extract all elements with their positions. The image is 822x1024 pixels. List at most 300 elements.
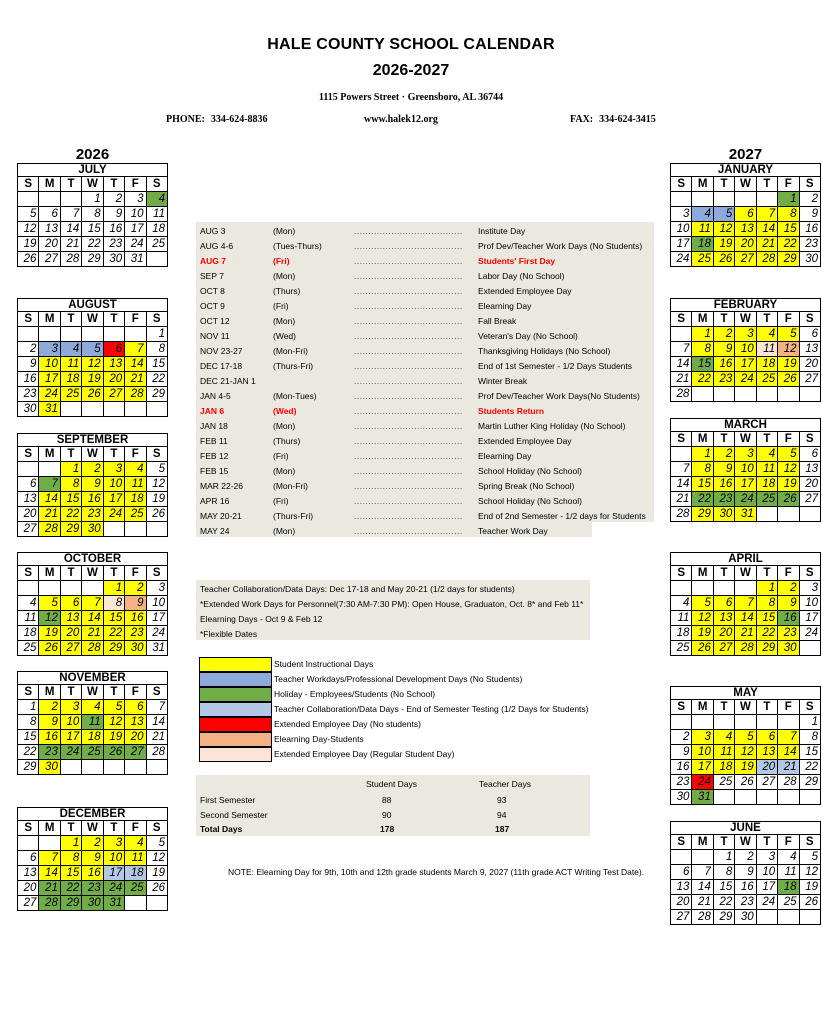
empty-cell bbox=[778, 790, 799, 805]
week-row bbox=[18, 760, 168, 775]
fax-block bbox=[570, 114, 656, 125]
week-row bbox=[18, 851, 168, 866]
week-row bbox=[671, 775, 821, 790]
event-description: Thanksgiving Holidays (No School) bbox=[478, 346, 611, 356]
event-description: School Holiday (No School) bbox=[478, 466, 582, 476]
event-leader: ...................................... bbox=[354, 406, 463, 416]
day-cell: 27 bbox=[713, 641, 734, 656]
weekday-header: T bbox=[713, 700, 734, 715]
day-cell: 4 bbox=[756, 327, 777, 342]
day-cell: 6 bbox=[125, 700, 146, 715]
empty-cell bbox=[39, 836, 60, 851]
month-grid bbox=[17, 820, 168, 911]
weekday-header: S bbox=[799, 177, 820, 192]
day-cell: 15 bbox=[60, 492, 81, 507]
day-cell: 29 bbox=[756, 641, 777, 656]
day-cell: 23 bbox=[735, 895, 756, 910]
empty-cell bbox=[713, 715, 734, 730]
weekday-header: S bbox=[799, 835, 820, 850]
day-cell: 23 bbox=[713, 372, 734, 387]
day-cell: 25 bbox=[756, 492, 777, 507]
day-cell: 28 bbox=[671, 387, 692, 402]
year-2026: 2026 bbox=[75, 146, 110, 163]
fax-number: 334-624-3415 bbox=[599, 114, 656, 125]
weekday-header: T bbox=[713, 177, 734, 192]
day-cell: 21 bbox=[756, 237, 777, 252]
day-cell: 29 bbox=[713, 910, 734, 925]
empty-cell bbox=[60, 327, 81, 342]
day-cell: 25 bbox=[60, 387, 81, 402]
event-leader: ...................................... bbox=[354, 301, 463, 311]
empty-cell bbox=[735, 192, 756, 207]
weekday-header: F bbox=[778, 835, 799, 850]
event-leader: ...................................... bbox=[354, 511, 463, 521]
empty-cell bbox=[146, 402, 167, 417]
calendar-october bbox=[17, 552, 168, 656]
day-cell: 1 bbox=[756, 581, 777, 596]
month-name: SEPTEMBER bbox=[17, 433, 168, 446]
day-cell: 18 bbox=[146, 222, 167, 237]
day-cell: 31 bbox=[735, 507, 756, 522]
day-cell: 17 bbox=[799, 611, 820, 626]
event-weekday: (Thurs-Fri) bbox=[273, 361, 314, 371]
weekday-header: F bbox=[125, 821, 146, 836]
day-cell: 29 bbox=[146, 387, 167, 402]
weekday-header: F bbox=[125, 177, 146, 192]
weekday-header: S bbox=[671, 432, 692, 447]
month-grid bbox=[17, 176, 168, 267]
week-row bbox=[18, 596, 168, 611]
event-weekday: (Mon) bbox=[273, 271, 296, 281]
event-leader: ...................................... bbox=[354, 346, 463, 356]
weekday-header: S bbox=[18, 685, 39, 700]
day-cell: 19 bbox=[735, 760, 756, 775]
day-cell: 31 bbox=[39, 402, 60, 417]
empty-cell bbox=[671, 850, 692, 865]
weekday-header: T bbox=[756, 566, 777, 581]
weekday-header: S bbox=[18, 447, 39, 462]
day-cell: 21 bbox=[692, 895, 713, 910]
day-cell: 23 bbox=[18, 387, 39, 402]
day-cell: 4 bbox=[125, 462, 146, 477]
event-weekday: (Mon-Tues) bbox=[273, 391, 317, 401]
day-cell: 15 bbox=[103, 611, 124, 626]
event-leader: ...................................... bbox=[354, 331, 463, 341]
event-description: Martin Luther King Holiday (No School) bbox=[478, 421, 626, 431]
total-student-days: 178 bbox=[380, 824, 395, 834]
empty-cell bbox=[39, 462, 60, 477]
empty-cell bbox=[18, 192, 39, 207]
day-cell: 25 bbox=[82, 745, 103, 760]
event-description: Teacher Work Day bbox=[478, 526, 548, 536]
day-cell: 16 bbox=[713, 357, 734, 372]
week-row bbox=[671, 730, 821, 745]
event-weekday: (Wed) bbox=[273, 331, 296, 341]
day-cell: 13 bbox=[39, 222, 60, 237]
day-cell: 20 bbox=[18, 507, 39, 522]
weekday-header: F bbox=[778, 312, 799, 327]
event-weekday: (Mon) bbox=[273, 526, 296, 536]
day-cell: 5 bbox=[778, 327, 799, 342]
day-cell: 24 bbox=[146, 626, 167, 641]
day-cell: 20 bbox=[125, 730, 146, 745]
week-row bbox=[671, 207, 821, 222]
week-row bbox=[18, 222, 168, 237]
week-row bbox=[671, 387, 821, 402]
weekday-header: S bbox=[146, 821, 167, 836]
event-date: JAN 6 bbox=[200, 406, 225, 416]
day-cell: 6 bbox=[713, 596, 734, 611]
event-weekday: (Fri) bbox=[273, 451, 289, 461]
day-cell: 16 bbox=[799, 222, 820, 237]
day-cell: 8 bbox=[103, 596, 124, 611]
day-cell: 8 bbox=[692, 342, 713, 357]
day-cell: 3 bbox=[735, 327, 756, 342]
day-cell: 5 bbox=[799, 850, 820, 865]
day-cell: 28 bbox=[692, 910, 713, 925]
day-cell: 24 bbox=[60, 745, 81, 760]
week-row bbox=[18, 581, 168, 596]
weekday-header: W bbox=[735, 566, 756, 581]
day-cell: 11 bbox=[125, 477, 146, 492]
day-cell: 3 bbox=[146, 581, 167, 596]
event-date: JAN 18 bbox=[200, 421, 228, 431]
weekday-header: T bbox=[713, 432, 734, 447]
weekday-header: F bbox=[778, 432, 799, 447]
empty-cell bbox=[82, 760, 103, 775]
calendar-november bbox=[17, 671, 168, 775]
fax-label: FAX: bbox=[570, 114, 594, 125]
day-cell: 12 bbox=[799, 865, 820, 880]
month-grid bbox=[17, 446, 168, 537]
calendar-may bbox=[670, 686, 821, 805]
weekday-header: T bbox=[756, 700, 777, 715]
day-cell: 15 bbox=[692, 357, 713, 372]
day-cell: 10 bbox=[60, 715, 81, 730]
day-cell: 22 bbox=[778, 237, 799, 252]
event-description: End of 2nd Semester - 1/2 days for Students bbox=[478, 511, 646, 521]
weekday-header: S bbox=[799, 566, 820, 581]
weekday-header: T bbox=[60, 821, 81, 836]
weekday-header: T bbox=[756, 177, 777, 192]
calendar-august bbox=[17, 298, 168, 417]
day-cell: 6 bbox=[671, 865, 692, 880]
event-date: DEC 21-JAN 1 bbox=[200, 376, 256, 386]
day-cell: 30 bbox=[799, 252, 820, 267]
day-cell: 10 bbox=[735, 462, 756, 477]
event-leader: ...................................... bbox=[354, 481, 463, 491]
week-row bbox=[671, 237, 821, 252]
event-description: End of 1st Semester - 1/2 Days Students bbox=[478, 361, 633, 371]
empty-cell bbox=[799, 387, 820, 402]
event-weekday: (Fri) bbox=[273, 496, 289, 506]
day-cell: 26 bbox=[146, 507, 167, 522]
month-name: JANUARY bbox=[670, 163, 821, 176]
day-cell: 5 bbox=[692, 596, 713, 611]
teacher-days-header: Teacher Days bbox=[479, 779, 531, 789]
day-cell: 10 bbox=[799, 596, 820, 611]
day-cell: 18 bbox=[125, 492, 146, 507]
event-date: SEP 7 bbox=[200, 271, 224, 281]
week-row bbox=[671, 507, 821, 522]
weekday-header: W bbox=[82, 566, 103, 581]
day-cell: 12 bbox=[778, 342, 799, 357]
empty-cell bbox=[82, 581, 103, 596]
day-cell: 23 bbox=[39, 745, 60, 760]
day-cell: 13 bbox=[799, 342, 820, 357]
year-2027: 2027 bbox=[728, 146, 763, 163]
event-description: Veteran's Day (No School) bbox=[478, 331, 578, 341]
empty-cell bbox=[125, 522, 146, 537]
empty-cell bbox=[778, 910, 799, 925]
empty-cell bbox=[125, 327, 146, 342]
weekday-header: T bbox=[103, 177, 124, 192]
student-days-header: Student Days bbox=[366, 779, 418, 789]
day-cell: 9 bbox=[103, 207, 124, 222]
day-cell: 5 bbox=[735, 730, 756, 745]
day-cell: 1 bbox=[146, 327, 167, 342]
day-cell: 21 bbox=[671, 492, 692, 507]
empty-cell bbox=[735, 715, 756, 730]
day-cell: 27 bbox=[799, 492, 820, 507]
week-row bbox=[18, 402, 168, 417]
week-row bbox=[18, 896, 168, 911]
week-row bbox=[671, 192, 821, 207]
day-cell: 17 bbox=[39, 372, 60, 387]
weekday-header: W bbox=[735, 432, 756, 447]
weekday-header: F bbox=[125, 566, 146, 581]
week-row bbox=[18, 866, 168, 881]
day-cell: 22 bbox=[146, 372, 167, 387]
empty-cell bbox=[103, 522, 124, 537]
week-row bbox=[18, 462, 168, 477]
phone-block bbox=[166, 114, 268, 125]
first-student-days: 88 bbox=[382, 795, 392, 805]
legend-label: Student Instructional Days bbox=[274, 659, 374, 669]
day-cell: 12 bbox=[82, 357, 103, 372]
empty-cell bbox=[671, 192, 692, 207]
day-cell: 1 bbox=[103, 581, 124, 596]
weekday-header: M bbox=[692, 177, 713, 192]
phone-number: 334-624-8836 bbox=[210, 114, 268, 125]
week-row bbox=[18, 881, 168, 896]
weekday-header: S bbox=[18, 566, 39, 581]
week-row bbox=[18, 192, 168, 207]
weekday-header: T bbox=[756, 835, 777, 850]
day-cell: 20 bbox=[735, 237, 756, 252]
day-cell: 16 bbox=[18, 372, 39, 387]
legend-swatch bbox=[199, 717, 272, 732]
day-cell: 25 bbox=[756, 372, 777, 387]
day-cell: 13 bbox=[18, 866, 39, 881]
day-cell: 20 bbox=[671, 895, 692, 910]
website-link[interactable]: www.halek12.org bbox=[364, 114, 438, 125]
day-cell: 2 bbox=[125, 581, 146, 596]
event-weekday: (Thurs) bbox=[273, 436, 301, 446]
day-cell: 20 bbox=[756, 760, 777, 775]
event-leader: ...................................... bbox=[354, 361, 463, 371]
day-cell: 7 bbox=[756, 207, 777, 222]
event-date: MAY 24 bbox=[200, 526, 230, 536]
empty-cell bbox=[18, 462, 39, 477]
month-grid bbox=[670, 431, 821, 522]
empty-cell bbox=[60, 760, 81, 775]
weekday-header: S bbox=[18, 177, 39, 192]
event-date: MAR 22-26 bbox=[200, 481, 243, 491]
day-cell: 25 bbox=[778, 895, 799, 910]
day-cell: 12 bbox=[735, 745, 756, 760]
empty-cell bbox=[103, 760, 124, 775]
day-cell: 15 bbox=[60, 866, 81, 881]
day-cell: 16 bbox=[82, 866, 103, 881]
day-cell: 7 bbox=[82, 596, 103, 611]
weekday-header: T bbox=[103, 447, 124, 462]
month-grid bbox=[17, 311, 168, 417]
weekday-header: T bbox=[103, 312, 124, 327]
day-cell: 29 bbox=[778, 252, 799, 267]
day-cell: 31 bbox=[125, 252, 146, 267]
month-name: DECEMBER bbox=[17, 807, 168, 820]
day-cell: 30 bbox=[125, 641, 146, 656]
day-cell: 1 bbox=[60, 462, 81, 477]
empty-cell bbox=[756, 192, 777, 207]
empty-cell bbox=[103, 402, 124, 417]
legend-label: Teacher Collaboration/Data Days - End of Semester Testing (1/2 Days for Students) bbox=[274, 704, 589, 714]
day-cell: 26 bbox=[778, 492, 799, 507]
day-cell: 3 bbox=[39, 342, 60, 357]
empty-cell bbox=[799, 641, 820, 656]
event-leader: ...................................... bbox=[354, 436, 463, 446]
day-cell: 25 bbox=[125, 507, 146, 522]
total-teacher-days: 187 bbox=[495, 824, 510, 834]
day-cell: 6 bbox=[756, 730, 777, 745]
day-cell: 24 bbox=[125, 237, 146, 252]
week-row bbox=[671, 626, 821, 641]
weekday-header: F bbox=[778, 700, 799, 715]
day-cell: 3 bbox=[103, 836, 124, 851]
day-cell: 30 bbox=[18, 402, 39, 417]
day-cell: 29 bbox=[692, 507, 713, 522]
day-cell: 3 bbox=[735, 447, 756, 462]
day-cell: 19 bbox=[18, 237, 39, 252]
calendar-december bbox=[17, 807, 168, 911]
weekday-header: W bbox=[735, 835, 756, 850]
day-cell: 28 bbox=[735, 641, 756, 656]
day-cell: 27 bbox=[60, 641, 81, 656]
weekday-header: S bbox=[799, 312, 820, 327]
week-row bbox=[18, 357, 168, 372]
day-cell: 26 bbox=[103, 745, 124, 760]
address: 1115 Powers Street · Greensboro, AL 36744 bbox=[318, 92, 504, 103]
week-row bbox=[18, 626, 168, 641]
weekday-header: S bbox=[671, 835, 692, 850]
day-cell: 4 bbox=[82, 700, 103, 715]
week-row bbox=[671, 611, 821, 626]
day-cell: 17 bbox=[103, 866, 124, 881]
day-cell: 2 bbox=[799, 192, 820, 207]
day-cell: 21 bbox=[735, 626, 756, 641]
week-row bbox=[671, 477, 821, 492]
day-cell: 26 bbox=[692, 641, 713, 656]
week-row bbox=[18, 207, 168, 222]
legend-swatch bbox=[199, 672, 272, 687]
day-cell: 28 bbox=[82, 641, 103, 656]
day-cell: 13 bbox=[18, 492, 39, 507]
weekday-header: W bbox=[735, 312, 756, 327]
weekday-header: S bbox=[146, 566, 167, 581]
day-cell: 13 bbox=[671, 880, 692, 895]
day-cell: 26 bbox=[146, 881, 167, 896]
calendar-february bbox=[670, 298, 821, 402]
event-leader: ...................................... bbox=[354, 241, 463, 251]
day-cell: 1 bbox=[692, 327, 713, 342]
day-cell: 28 bbox=[39, 896, 60, 911]
weekday-header: W bbox=[82, 685, 103, 700]
day-cell: 20 bbox=[713, 626, 734, 641]
event-description: Extended Employee Day bbox=[478, 436, 572, 446]
empty-cell bbox=[713, 581, 734, 596]
day-cell: 7 bbox=[39, 851, 60, 866]
day-cell: 28 bbox=[671, 507, 692, 522]
day-cell: 10 bbox=[125, 207, 146, 222]
day-cell: 30 bbox=[82, 522, 103, 537]
event-leader: ...................................... bbox=[354, 286, 463, 296]
event-date: OCT 8 bbox=[200, 286, 225, 296]
weekday-header: S bbox=[671, 566, 692, 581]
week-row bbox=[671, 372, 821, 387]
day-cell: 17 bbox=[125, 222, 146, 237]
empty-cell bbox=[39, 192, 60, 207]
event-weekday: (Mon) bbox=[273, 226, 296, 236]
week-row bbox=[671, 222, 821, 237]
day-cell: 9 bbox=[735, 865, 756, 880]
day-cell: 22 bbox=[756, 626, 777, 641]
day-cell: 27 bbox=[125, 745, 146, 760]
week-row bbox=[18, 611, 168, 626]
day-cell: 24 bbox=[671, 252, 692, 267]
empty-cell bbox=[756, 387, 777, 402]
day-cell: 30 bbox=[39, 760, 60, 775]
note-flexible: *Flexible Dates bbox=[200, 629, 258, 639]
day-cell: 19 bbox=[778, 357, 799, 372]
day-cell: 18 bbox=[713, 760, 734, 775]
day-cell: 23 bbox=[799, 237, 820, 252]
weekday-header: S bbox=[671, 312, 692, 327]
day-cell: 15 bbox=[18, 730, 39, 745]
day-cell: 24 bbox=[735, 492, 756, 507]
week-row bbox=[18, 730, 168, 745]
day-cell: 10 bbox=[735, 342, 756, 357]
day-cell: 17 bbox=[60, 730, 81, 745]
empty-cell bbox=[799, 507, 820, 522]
event-date: OCT 12 bbox=[200, 316, 230, 326]
empty-cell bbox=[671, 581, 692, 596]
month-grid bbox=[670, 699, 821, 805]
day-cell: 6 bbox=[735, 207, 756, 222]
day-cell: 18 bbox=[18, 626, 39, 641]
day-cell: 2 bbox=[671, 730, 692, 745]
calendar-march bbox=[670, 418, 821, 522]
day-cell: 3 bbox=[125, 192, 146, 207]
weekday-header: T bbox=[60, 177, 81, 192]
day-cell: 4 bbox=[125, 836, 146, 851]
month-name: FEBRUARY bbox=[670, 298, 821, 311]
week-row bbox=[671, 865, 821, 880]
event-leader: ...................................... bbox=[354, 256, 463, 266]
day-cell: 12 bbox=[18, 222, 39, 237]
day-cell: 26 bbox=[799, 895, 820, 910]
event-date: NOV 11 bbox=[200, 331, 230, 341]
